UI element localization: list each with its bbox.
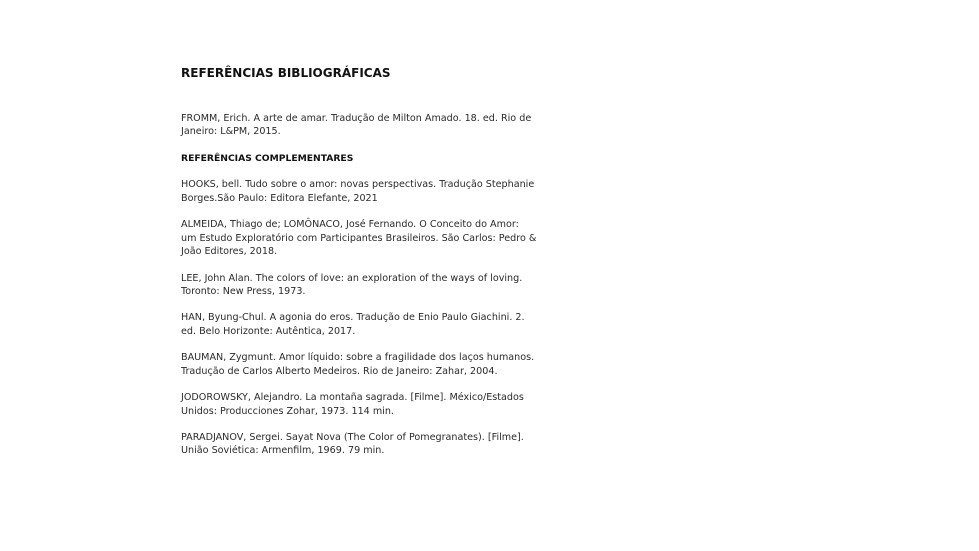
reference-item-bauman bbox=[181, 351, 533, 378]
reference-line: FROMM, Erich. A arte de amar. Tradução de Milton Amado. 18. ed. Rio de bbox=[181, 113, 532, 124]
main-reference bbox=[181, 112, 533, 139]
reference-item-almeida bbox=[181, 218, 537, 258]
reference-line: Tradução de Carlos Alberto Medeiros. Rio de Janeiro: Zahar, 2004. bbox=[181, 365, 498, 377]
reference-line: BAUMAN, Zygmunt. Amor líquido: sobre a fragilidade dos laços humanos. bbox=[181, 352, 535, 364]
reference-line: ed. Belo Horizonte: Autêntica, 2017. bbox=[181, 325, 356, 337]
reference-item-jodorowsky bbox=[181, 391, 533, 418]
reference-item-hooks bbox=[181, 178, 533, 205]
reference-line: LEE, John Alan. The colors of love: an exploration of the ways of loving. bbox=[181, 272, 523, 284]
reference-line: HAN, Byung-Chul. A agonia do eros. Tradução de Enio Paulo Giachini. 2. bbox=[181, 312, 525, 324]
reference-line: HOOKS, bell. Tudo sobre o amor: novas perspectivas. Tradução Stephanie bbox=[181, 179, 535, 191]
references-list bbox=[181, 112, 537, 458]
reference-line: ALMEIDA, Thiago de; LOMÔNACO, José Fernando. O Conceito do Amor: bbox=[181, 219, 519, 231]
reference-item-han bbox=[181, 311, 533, 338]
reference-item-paradjanov bbox=[181, 431, 533, 458]
reference-line: João Editores, 2018. bbox=[181, 245, 278, 257]
reference-line: União Soviética: Armenfilm, 1969. 79 min. bbox=[181, 445, 385, 457]
page-title: REFERÊNCIAS BIBLIOGRÁFICAS bbox=[181, 66, 391, 80]
reference-line: PARADJANOV, Sergei. Sayat Nova (The Color of Pomegranates). [Filme]. bbox=[181, 432, 524, 444]
reference-line: Toronto: New Press, 1973. bbox=[181, 285, 306, 297]
complementary-heading: REFERÊNCIAS COMPLEMENTARES bbox=[181, 152, 354, 164]
reference-line: JODOROWSKY, Alejandro. La montaña sagrada. [Filme]. México/Estados bbox=[181, 392, 524, 404]
reference-line: um Estudo Exploratório com Participantes Brasileiros. São Carlos: Pedro & bbox=[181, 232, 537, 244]
reference-line: Borges.São Paulo: Editora Elefante, 2021 bbox=[181, 192, 378, 204]
reference-item-lee bbox=[181, 272, 533, 299]
reference-line: Janeiro: L&PM, 2015. bbox=[181, 126, 281, 138]
reference-line: Unidos: Producciones Zohar, 1973. 114 min. bbox=[181, 405, 394, 417]
